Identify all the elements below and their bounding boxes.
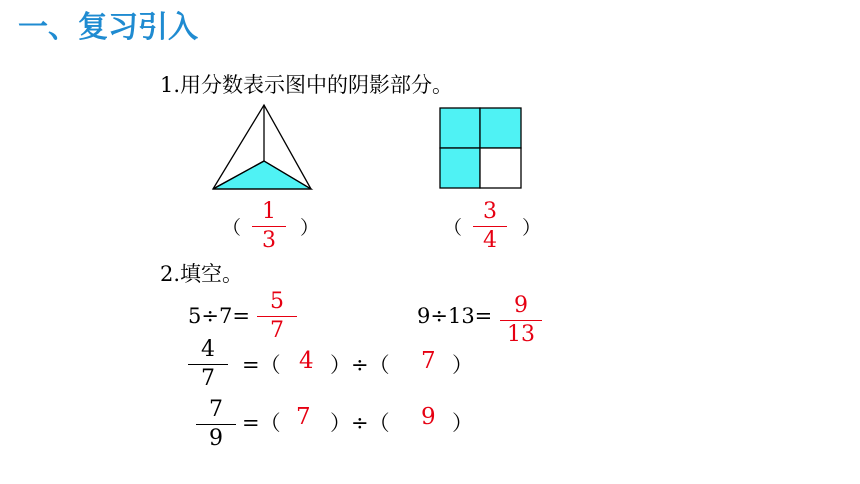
eq4-mid: ）÷（ [330, 411, 390, 435]
eq3-fraction [188, 338, 228, 391]
eq1-answer-fraction [257, 290, 297, 343]
fraction-bar [257, 316, 297, 317]
square-answer-fraction [473, 200, 507, 253]
eq4-answer-1: 7 [296, 404, 311, 430]
fraction-bar [188, 364, 228, 365]
square-cell-bottom-right [480, 148, 521, 188]
eq3-answer-1: 4 [299, 348, 314, 374]
fraction-numerator: 4 [201, 337, 215, 362]
fraction-numerator: 9 [514, 293, 528, 318]
fraction-numerator: 3 [483, 199, 497, 224]
fraction-bar [473, 226, 507, 227]
fraction-bar [196, 424, 236, 425]
eq4-fraction [196, 398, 236, 451]
square-cell-top-left [440, 108, 480, 148]
square-figure [439, 107, 523, 190]
eq4-close: ） [452, 411, 473, 435]
square-cell-top-right [480, 108, 521, 148]
answer-1-paren-open: （ [222, 217, 242, 239]
section-title: 一、复习引入 [18, 10, 198, 45]
fraction-bar [252, 226, 286, 227]
eq3-close: ） [452, 353, 473, 377]
fraction-denominator: 7 [201, 366, 215, 391]
fraction-denominator: 7 [270, 318, 284, 343]
fraction-numerator: 5 [270, 289, 284, 314]
eq3-mid: ）÷（ [330, 353, 390, 377]
answer-2-paren-close: ） [522, 217, 542, 239]
fraction-denominator: 3 [262, 228, 276, 253]
fraction-denominator: 13 [507, 322, 535, 347]
triangle-answer-fraction [252, 200, 286, 253]
question-2-title: 2.填空。 [160, 262, 244, 286]
eq3-answer-2: 7 [421, 348, 436, 374]
fraction-numerator: 7 [209, 397, 223, 422]
eq1-left: 5÷7= [188, 304, 250, 328]
question-1-title: 1.用分数表示图中的阴影部分。 [160, 73, 454, 97]
fraction-numerator: 1 [262, 199, 276, 224]
eq2-answer-fraction [500, 294, 542, 347]
square-cell-bottom-left [440, 148, 480, 188]
answer-2-paren-open: （ [443, 217, 463, 239]
eq4-equals-open: =（ [242, 411, 281, 435]
fraction-bar [500, 320, 542, 321]
eq2-left: 9÷13= [417, 304, 493, 328]
eq3-equals-open: =（ [242, 353, 281, 377]
fraction-denominator: 9 [209, 426, 223, 451]
fraction-denominator: 4 [483, 228, 497, 253]
answer-1-paren-close: ） [300, 217, 320, 239]
eq4-answer-2: 9 [421, 404, 436, 430]
triangle-figure [208, 103, 316, 193]
